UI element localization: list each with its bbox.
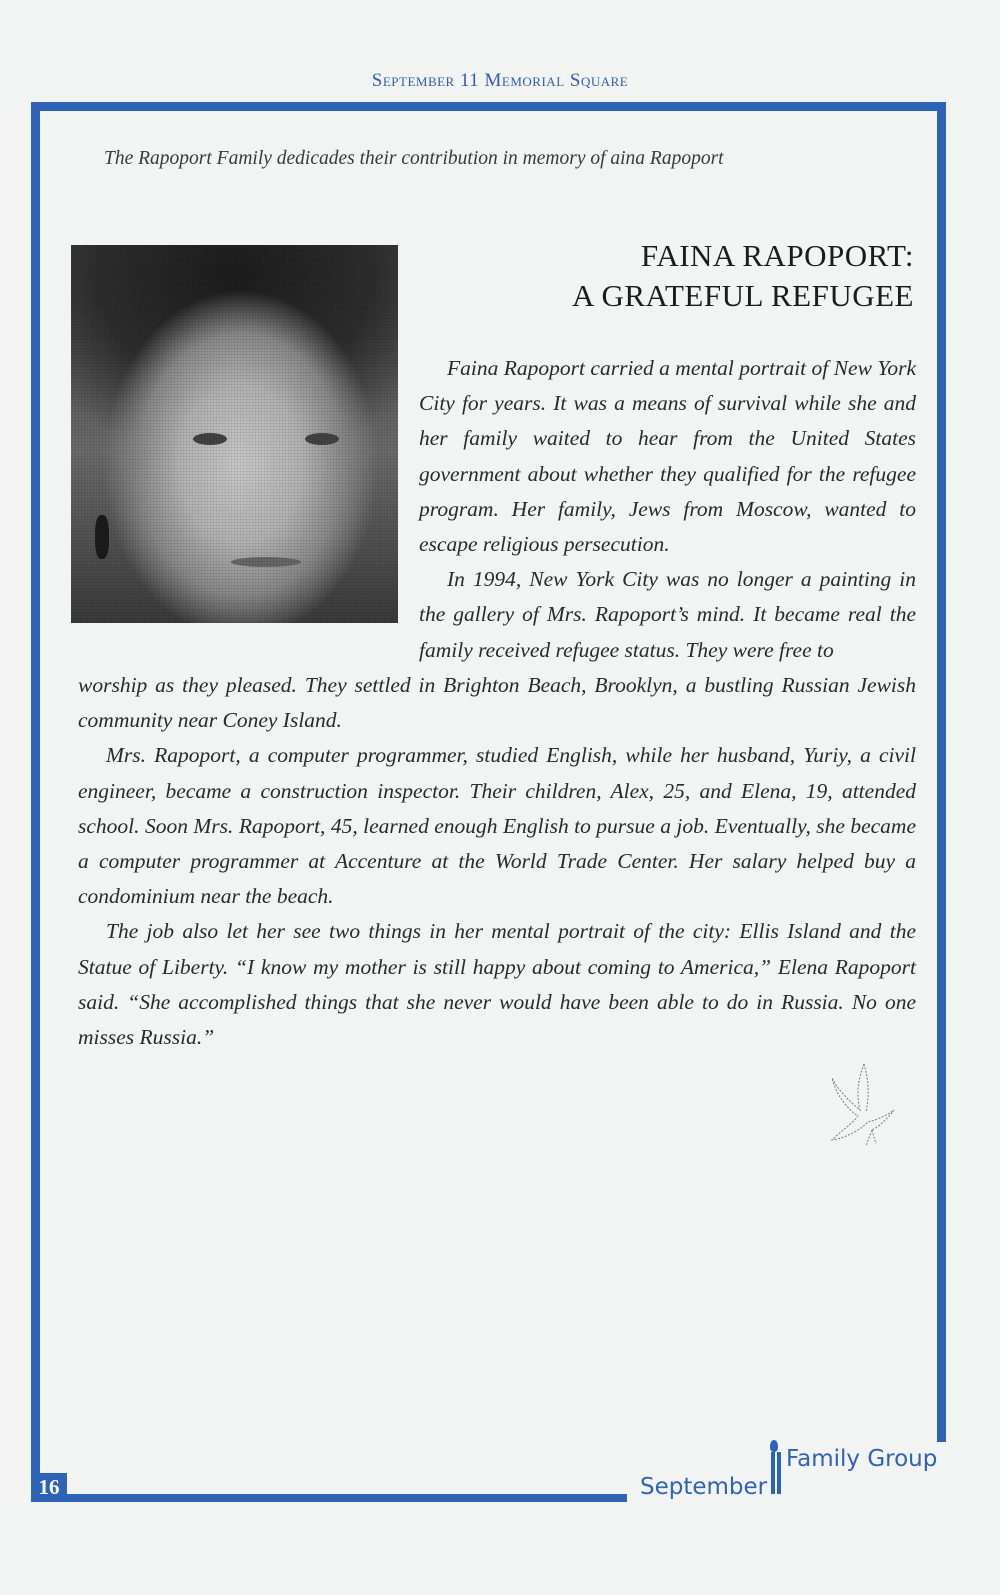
paragraph-1: Faina Rapoport carried a mental portrait of New York City for years. It was a means of survival while she and her family waited to hear from the United States government about whether they qualified for the refugee program. Her family, Jews from Moscow, wanted to escape religious persecution.: [419, 356, 916, 557]
candle-logo-icon: [640, 1444, 940, 1504]
frame-border-bottom: [31, 1494, 627, 1502]
paragraph-4: The job also let her see two things in her mental portrait of the city: Ellis Island and the Statue of Liberty. “I know my mother is still happy about coming to America,” Elena Rapoport said. “She accomplished things that she never would have been able to do in Russia. No one misses Russia.”: [78, 919, 916, 1050]
article-column-right: [419, 351, 916, 668]
photo-mouth: [231, 557, 301, 567]
article-title: [454, 236, 914, 316]
portrait-photo: [71, 245, 398, 623]
frame-border-top: [31, 102, 946, 111]
photo-eye-right: [305, 433, 339, 445]
paragraph-3: Mrs. Rapoport, a computer programmer, studied English, while her husband, Yuriy, a civil engineer, became a construction inspector. Their children, Alex, 25, and Elena, 19, attended school. Soon Mrs. Rapoport, 45, learned enough English to pursue a job. Eventually, she became a computer programmer at Accenture at the World Trade Center. Her salary helped buy a condominium near the beach.: [78, 743, 916, 909]
logo-bar-left: [771, 1452, 775, 1494]
logo-word-family-group: Family Group: [786, 1446, 938, 1472]
paragraph-2-start: In 1994, New York City was no longer a painting in the gallery of Mrs. Rapoport’s mind. It became real the family received refugee status. They were free to: [419, 567, 916, 662]
logo-flame: [770, 1440, 778, 1452]
logo-bar-right: [777, 1452, 781, 1494]
photo-earring: [95, 515, 109, 559]
dedication-line: The Rapoport Family dedicades their contribution in memory of aina Rapoport: [104, 148, 724, 169]
article-title-line-1: FAINA RAPOPORT:: [640, 238, 914, 273]
paragraph-2-end: worship as they pleased. They settled in Brighton Beach, Brooklyn, a bustling Russian Jewish community near Coney Island.: [78, 673, 916, 733]
page-number: 16: [31, 1473, 67, 1502]
frame-border-right: [937, 102, 946, 1442]
frame-border-left: [31, 102, 40, 1502]
article-title-line-2: A GRATEFUL REFUGEE: [572, 278, 914, 313]
article-column-full: [78, 668, 916, 1055]
running-head: September 11 Memorial Square: [371, 70, 629, 91]
logo-word-september: September: [640, 1474, 768, 1500]
photo-eye-left: [193, 433, 227, 445]
dove-icon: [828, 1060, 900, 1150]
